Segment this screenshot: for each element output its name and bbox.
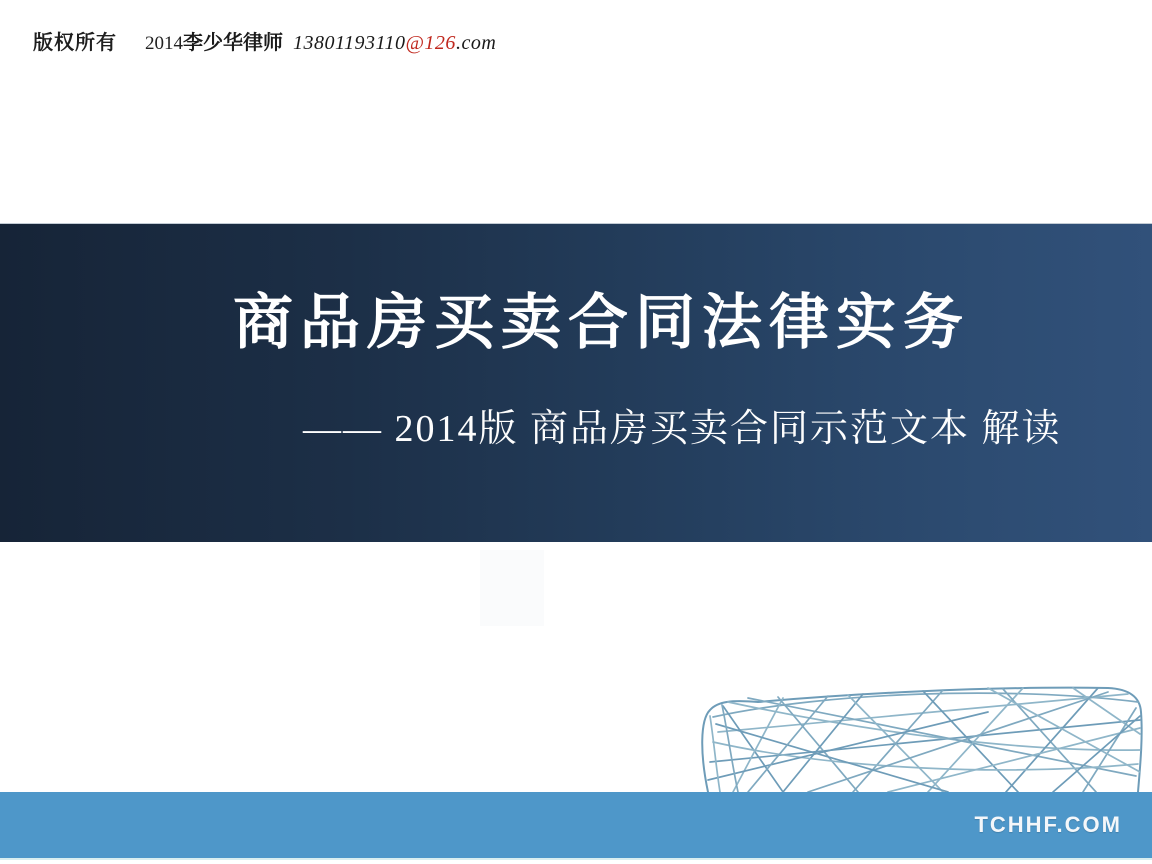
- background-artifact: [480, 550, 544, 626]
- email-user: 13801193110: [293, 32, 406, 54]
- birds-nest-wireframe-icon: [688, 672, 1152, 792]
- site-label: TCHHF.COM: [974, 812, 1122, 837]
- copyright-line: [33, 26, 496, 52]
- email-at-domain: @126: [405, 32, 456, 54]
- year-text: 2014: [145, 33, 183, 54]
- email-address: [293, 32, 496, 55]
- copyright-label: 版权所有: [33, 32, 117, 54]
- author-name: 李少华律师: [183, 32, 283, 54]
- title-banner: [0, 224, 1152, 542]
- email-tld: .com: [455, 32, 497, 54]
- author-block: [145, 26, 283, 55]
- footer-bar: [0, 792, 1152, 860]
- slide-title: 商品房买卖合同法律实务: [233, 290, 970, 356]
- slide-subtitle: —— 2014版 商品房买卖合同示范文本 解读: [303, 408, 1062, 450]
